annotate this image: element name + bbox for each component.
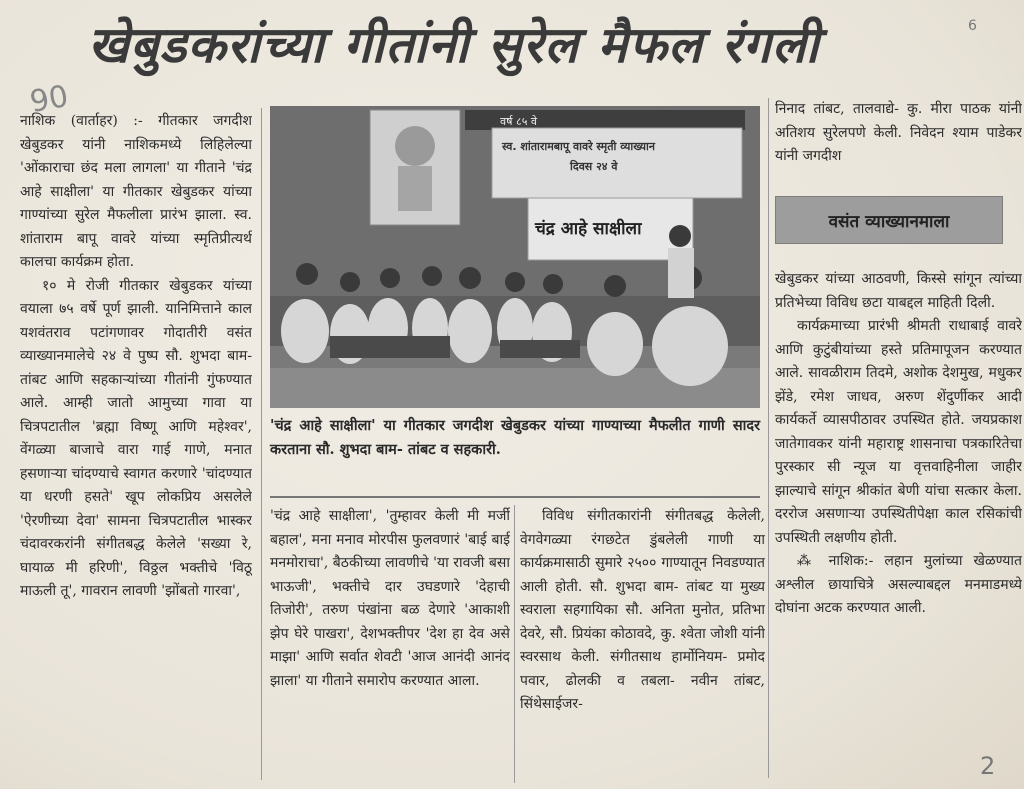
article-column-5 xyxy=(520,505,765,785)
article-column-1 xyxy=(20,110,252,782)
article-column-3-top xyxy=(775,98,1022,188)
section-heading: वसंत व्याख्यानमाला xyxy=(828,211,950,232)
paragraph: १० मे रोजी गीतकार खेबुडकर यांच्या वयाला ७५ वर्षे पूर्ण झाली. यानिमित्ताने काल यशवंतराव पटांगणावर गोदातीरी वसंत व्याख्यानमालेचे २४ वे पुष्प सौ. शुभदा बाम- तांबट आणि सहकाऱ्यांच्या गीतांनी गुंफण्यात आले. आम्ही जातो आमुच्या गावा या चित्रपटातील 'ब्रह्मा विष्णू आणि महेश्वर', वेंगळ्या बाजाचे वारा गाई गाणे, मनात हसणाऱ्या चांदण्याचे स्वागत करणारे 'चांदण्यात या धरणी हसते' खूप लोकप्रिय असलेले 'ऐरणीच्या देवा' सामना चित्रपटातील भास्कर चंदावरकरांनी संगीतबद्ध केलेले 'सख्या रे, घायाळ मी हरिणी', विठ्ठल भक्तीचे 'विठू माऊली तू', गावरान लावणी 'झोंबतो गारवा', xyxy=(20,277,252,599)
handwritten-mark-bottom: 2 xyxy=(980,752,996,780)
column-divider xyxy=(261,108,262,780)
caption-divider xyxy=(270,496,760,498)
article-column-3 xyxy=(775,268,1022,788)
photo-caption: 'चंद्र आहे साक्षीला' या गीतकार जगदीश खेबुडकर यांच्या गाण्याच्या मैफलीत गाणी सादर करताना सौ. शुभदा बाम- तांबट व सहकारी. xyxy=(270,417,760,458)
headline: खेबुडकरांच्या गीतांनी सुरेल मैफल रंगली xyxy=(88,16,820,74)
section-heading-box xyxy=(775,196,1003,244)
column-divider xyxy=(768,98,769,778)
column-divider xyxy=(514,505,515,783)
event-photograph xyxy=(270,106,760,408)
handwritten-mark-top: 6 xyxy=(968,18,977,34)
paragraph: विविध संगीतकारांनी संगीतबद्ध केलेली, वेगवेगळ्या रंगछटेत डुंबलेली गाणी या कार्यक्रमासाठी सुमारे २५०० गाण्यातून निवडण्यात आली होती. सौ. शुभदा बाम- तांबट या मुख्य स्वराला सहगायिका सौ. अनिता मुनोत, प्रतिभा देवरे, सौ. प्रियंका कोठावदे, कु. श्वेता जोशी यांनी स्वरसाथ केली. संगीतसाथ हार्मोनियम- प्रमोद पवार, ढोलकी व तबला- नवीन तांबट, सिंथेसाईजर- xyxy=(520,508,765,712)
photo-banner-event: चंद्र आहे साक्षीला xyxy=(535,219,642,239)
handwritten-page-number: 90 xyxy=(27,78,71,121)
photo-illustration xyxy=(270,106,760,408)
paragraph: 'चंद्र आहे साक्षीला', 'तुम्हावर केली मी मर्जी बहाल', मना मनाव मोरपीस फुलवणारं 'बाई बाई मनमोराचा', बैठकीच्या लावणीचे 'या रावजी बसा भाऊजी', भक्तीचे दार उघडणारे 'देहाची तिजोरी', तरुण पंखांना बळ देणारे 'आकाशी झेप घेरे पाखरा', देशभक्तीपर 'देश हा देव असे माझा' आणि सर्वात शेवटी 'आज आनंदी आनंद झाला' या गीताने समारोप करण्यात आला. xyxy=(270,508,510,689)
news-brief: ⁂ नाशिक:- लहान मुलांच्या खेळण्यात अश्लील छायाचित्रे असल्याबद्दल मनमाडमध्ये दोघांना अटक करण्यात आली. xyxy=(775,553,1022,616)
photo-banner-main: स्व. शांतारामबापू वावरे स्मृती व्याख्यान xyxy=(502,140,655,153)
paragraph: खेबुडकर यांच्या आठवणी, किस्से सांगून त्यांच्या प्रतिभेच्या विविध छटा याबद्दल माहिती दिली. xyxy=(775,271,1022,311)
paragraph: निनाद तांबट, तालवाद्ये- कु. मीरा पाठक यांनी अतिशय सुरेलपणे केली. निवेदन श्याम पाडेकर यांनी जगदीश xyxy=(775,101,1022,164)
photo-banner-small: वर्ष ८५ वे xyxy=(500,115,538,128)
photo-banner-day: दिवस २४ वे xyxy=(570,160,618,173)
paragraph: कार्यक्रमाच्या प्रारंभी श्रीमती राधाबाई वावरे आणि कुटुंबीयांच्या हस्ते प्रतिमापूजन करण्यात आले. सावळीराम तिदमे, अशोक देशमुख, मधुकर झेंडे, रमेश जाधव, अरुण शेंदुर्णीकर आदी कार्यकर्ते व्यासपीठावर उपस्थित होते. जयप्रकाश जातेगावकर यांनी महाराष्ट्र शासनाचा पत्रकारितेचा पुरस्कार सी न्यूज या वृत्तवाहिनीला जाहीर झाल्याचे सांगून श्रीकांत बेणी यांचा सत्कार केला. दररोज असणाऱ्या उपस्थितीपेक्षा काल रसिकांची उपस्थिती लक्षणीय होती. xyxy=(775,318,1022,546)
article-column-4 xyxy=(270,505,510,785)
paragraph: नाशिक (वार्ताहर) :- गीतकार जगदीश खेबुडकर यांनी नाशिकमध्ये लिहिलेल्या 'ओंकाराचा छंद मला लागला' या गीताने 'चंद्र आहे साक्षीला' या गीतकार खेबुडकर यांच्या गाण्यांच्या सुरेल मैफलीला प्रारंभ झाला. स्व. शांताराम बापू वावरे यांच्या स्मृतिप्रीत्यर्थ कालचा कार्यक्रम होता. xyxy=(20,113,252,270)
